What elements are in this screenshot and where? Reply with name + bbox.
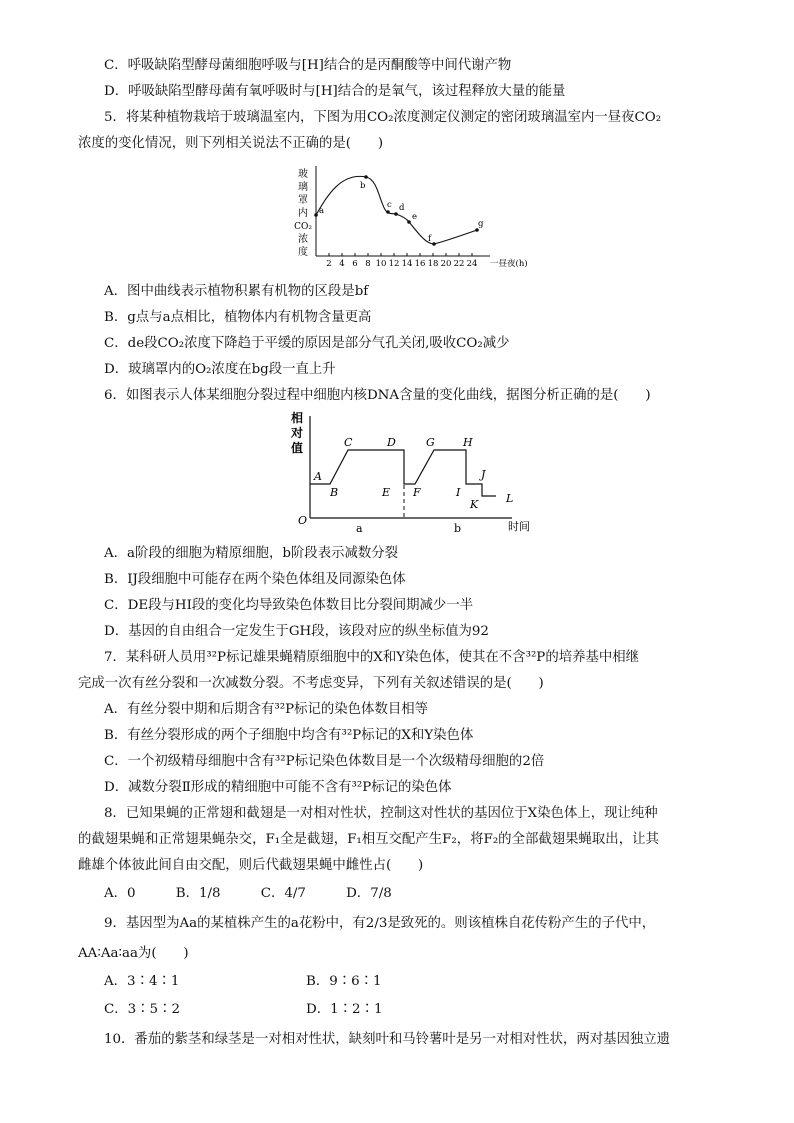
fig2-xlabel: 时间	[508, 520, 530, 533]
q5-stem-1: 5．将某种植物栽培于玻璃温室内，下图为用CO₂浓度测定仪测定的密闭玻璃温室内一昼夜CO₂	[104, 110, 662, 125]
q4-option-c: C．呼吸缺陷型酵母菌细胞呼吸与[H]结合的是丙酮酸等中间代谢产物	[104, 58, 512, 73]
fig2-ylabel-char: 值	[290, 441, 304, 455]
q9-option-d: D．1∶2∶1	[306, 1002, 383, 1017]
fig1-tick-label: 10	[375, 259, 387, 269]
fig1-point-c	[386, 210, 390, 214]
q8-stem-2: 的截翅果蝇和正常翅果蝇杂交，F₁全是截翅，F₁相互交配产生F₂，将F₂的全部截翅果蝇取出，让其	[78, 832, 659, 847]
fig1-xlabel: 一昼夜(h)	[490, 259, 528, 269]
fig1-point-label: d	[399, 203, 405, 213]
fig1-tick-label: 8	[365, 259, 371, 269]
fig1-point-label: g	[478, 219, 484, 229]
q6-option-c: C．DE段与HI段的变化均导致染色体数目比分裂间期减少一半	[104, 598, 474, 613]
q8-stem-3: 雌雄个体彼此间自由交配，则后代截翅果蝇中雌性占( )	[78, 858, 424, 873]
fig1-ylabel	[294, 167, 312, 258]
q7-option-d: D．减数分裂Ⅱ形成的精细胞中可能不含有³²P标记的染色体	[104, 780, 452, 795]
q5-option-b: B．g点与a点相比，植物体内有机物含量更高	[104, 310, 372, 325]
fig1-ylabel-char: 玻	[298, 169, 308, 180]
q6-option-d: D．基因的自由组合一定发生于GH段，该段对应的纵坐标值为92	[104, 624, 489, 639]
co2-concentration-figure	[282, 160, 542, 278]
fig1-tick-label: 22	[453, 259, 465, 269]
dna-content-figure	[286, 408, 546, 536]
fig2-point-label: K	[470, 498, 479, 511]
q7-stem-1: 7．某科研人员用³²P标记雄果蝇精原细胞中的X和Y染色体，使其在不含³²P的培养基中相继	[104, 650, 640, 665]
fig1-tick-label: 24	[466, 259, 478, 269]
q5-option-a: A．图中曲线表示植物积累有机物的区段是bf	[104, 284, 369, 299]
fig2-point-label: F	[413, 486, 421, 499]
fig1-tick-label: 6	[352, 259, 358, 269]
fig1-ylabel-char: 璃	[298, 182, 308, 193]
fig1-point-label: b	[360, 181, 366, 191]
q8-options: A．0 B．1/8 C．4/7 D．7/8	[104, 886, 392, 901]
fig1-tick-label: 12	[388, 259, 400, 269]
q5-option-d: D．玻璃罩内的O₂浓度在bg段一直上升	[104, 362, 336, 377]
q7-option-a: A．有丝分裂中期和后期含有³²P标记的染色体数目相等	[104, 702, 429, 717]
fig2-stage-a: a	[356, 522, 363, 535]
fig1-tick-label: 4	[339, 259, 345, 269]
q6-option-b: B．IJ段细胞中可能存在两个染色体组及同源染色体	[104, 572, 406, 587]
q9-option-a: A．3∶4∶1	[104, 974, 180, 989]
q6-stem: 6．如图表示人体某细胞分裂过程中细胞内核DNA含量的变化曲线，据图分析正确的是( )	[104, 388, 651, 403]
fig2-point-label: J	[481, 468, 486, 481]
q4-option-d: D．呼吸缺陷型酵母菌有氧呼吸时与[H]结合的是氧气，该过程释放大量的能量	[104, 84, 566, 99]
fig1-point-a	[314, 213, 318, 217]
fig1-point-d	[394, 212, 398, 216]
fig1-curve	[316, 176, 477, 244]
fig1-ylabel-char: 度	[298, 247, 308, 258]
fig2-stage-b: b	[454, 522, 462, 535]
fig2-point-label: B	[330, 486, 339, 499]
fig2-ylabel-char: 对	[290, 426, 304, 440]
q9-stem-1: 9．基因型为Aa的某植株产生的a花粉中，有2/3是致死的。则该植株自花传粉产生的子代中，	[104, 916, 656, 931]
fig1-point-label: e	[412, 212, 418, 222]
fig1-tick-label: 16	[414, 259, 426, 269]
fig1-ylabel-char: 浓	[298, 234, 308, 245]
fig1-ylabel-char: 罩	[298, 195, 308, 206]
fig1-tick-label: 2	[326, 259, 332, 269]
fig1-point-label: f	[428, 234, 432, 244]
fig1-tick-label: 14	[401, 259, 413, 269]
fig2-point-label: I	[456, 486, 461, 499]
fig2-origin: O	[298, 514, 308, 527]
fig1-point-e	[407, 220, 411, 224]
q5-option-c: C．de段CO₂浓度下降趋于平缓的原因是部分气孔关闭,吸收CO₂减少	[104, 336, 510, 351]
fig1-point-b	[364, 175, 368, 179]
q5-stem-2: 浓度的变化情况，则下列相关说法不正确的是( )	[78, 136, 384, 151]
fig1-point-f	[432, 242, 436, 246]
q7-stem-2: 完成一次有丝分裂和一次减数分裂。不考虑变异，下列有关叙述错误的是( )	[78, 676, 544, 691]
fig2-point-label: D	[387, 436, 396, 449]
q6-option-a: A．a阶段的细胞为精原细胞，b阶段表示减数分裂	[104, 546, 399, 561]
fig1-ylabel-char: 内	[298, 208, 308, 219]
fig1-point-label: c	[387, 200, 392, 210]
q7-option-b: B．有丝分裂形成的两个子细胞中均含有³²P标记的X和Y染色体	[104, 728, 474, 743]
fig2-ylabel	[290, 410, 303, 455]
fig2-point-label: G	[426, 436, 435, 449]
fig2-point-label: L	[506, 492, 514, 505]
q10-stem: 10．番茄的紫茎和绿茎是一对相对性状，缺刻叶和马铃薯叶是另一对相对性状，两对基因独立遗	[104, 1032, 671, 1047]
fig1-ylabel-char: CO₂	[294, 222, 312, 232]
fig2-ylabel-char: 相	[290, 411, 304, 425]
q9-option-b: B．9∶6∶1	[306, 974, 382, 989]
fig1-point-label: a	[319, 206, 325, 216]
q9-stem-2: AA∶Aa∶aa为( )	[78, 946, 189, 961]
q8-stem-1: 8．已知果蝇的正常翅和截翅是一对相对性状，控制这对性状的基因位于X染色体上，现让纯种	[104, 806, 658, 821]
fig1-tick-label: 20	[440, 259, 452, 269]
q9-option-c: C．3∶5∶2	[104, 1002, 180, 1017]
fig2-point-label: A	[314, 470, 322, 483]
fig2-point-label: E	[382, 486, 391, 499]
q7-option-c: C．一个初级精母细胞中含有³²P标记染色体数目是一个次级精母细胞的2倍	[104, 754, 545, 769]
fig1-tick-label: 18	[427, 259, 439, 269]
fig2-point-label: C	[344, 436, 353, 449]
fig2-point-label: H	[463, 436, 473, 449]
